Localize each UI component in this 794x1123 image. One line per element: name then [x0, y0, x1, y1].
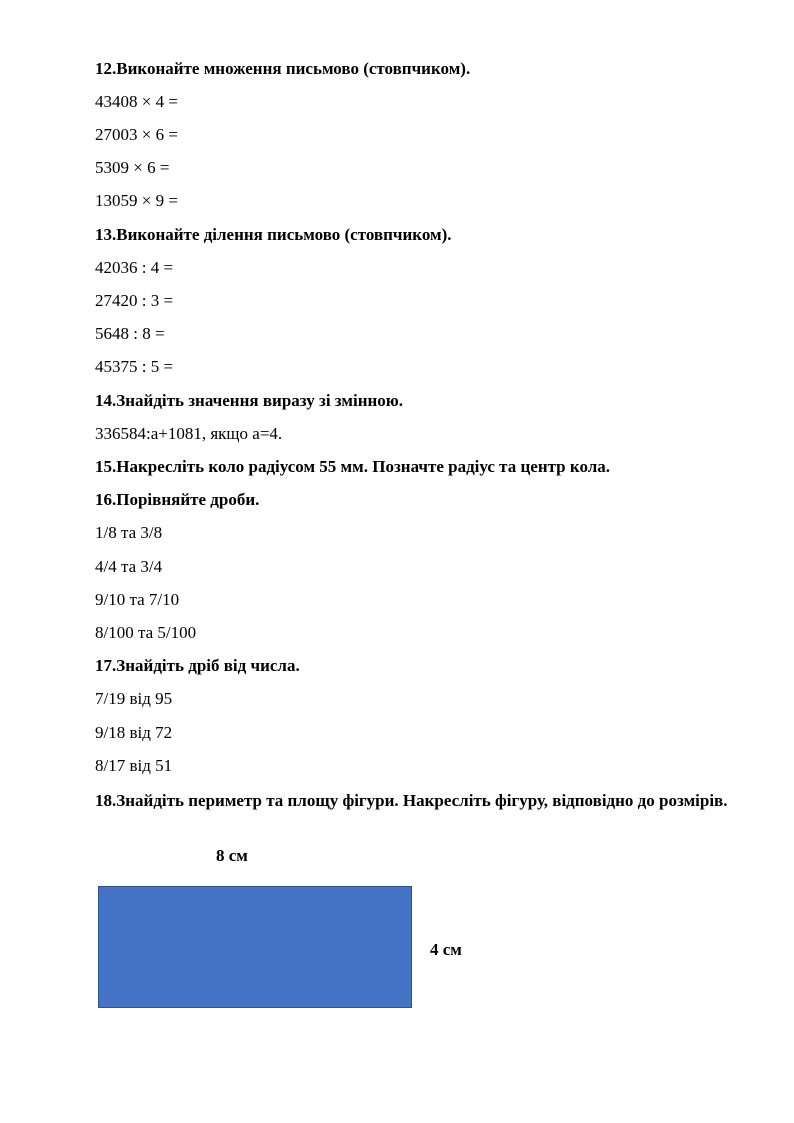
rectangle-width-label: 8 см: [216, 846, 248, 865]
task-16-item: 8/100 та 5/100: [95, 623, 197, 642]
task-13-item: 27420 : 3 =: [95, 291, 174, 310]
rectangle-height-label: 4 см: [430, 940, 462, 959]
task-18-heading: 18.Знайдіть периметр та площу фігури. Накресліть фігуру, відповідно до розмірів.: [95, 791, 728, 810]
rectangle-figure: [98, 886, 412, 1008]
task-17-heading: 17.Знайдіть дріб від числа.: [95, 656, 300, 675]
task-16-item: 9/10 та 7/10: [95, 590, 180, 609]
task-16-item: 1/8 та 3/8: [95, 523, 163, 542]
task-12-item: 13059 × 9 =: [95, 191, 178, 210]
task-16-item: 4/4 та 3/4: [95, 557, 163, 576]
task-17-item: 9/18 від 72: [95, 723, 173, 742]
task-14-heading: 14.Знайдіть значення виразу зі змінною.: [95, 391, 404, 410]
task-12-item: 27003 × 6 =: [95, 125, 178, 144]
task-13-item: 45375 : 5 =: [95, 357, 174, 376]
task-14-item: 336584:а+1081, якщо а=4.: [95, 424, 283, 443]
task-16-heading: 16.Порівняйте дроби.: [95, 490, 260, 509]
task-17-item: 7/19 від 95: [95, 689, 173, 708]
task-13-item: 5648 : 8 =: [95, 324, 165, 343]
task-17-item: 8/17 від 51: [95, 756, 173, 775]
task-12-item: 43408 × 4 =: [95, 92, 178, 111]
task-13-heading: 13.Виконайте ділення письмово (стовпчиком).: [95, 225, 452, 244]
task-12-item: 5309 × 6 =: [95, 158, 170, 177]
task-13-item: 42036 : 4 =: [95, 258, 174, 277]
task-15-heading: 15.Накресліть коло радіусом 55 мм. Позначте радіус та центр кола.: [95, 457, 611, 476]
task-12-heading: 12.Виконайте множення письмово (стовпчиком).: [95, 59, 471, 78]
